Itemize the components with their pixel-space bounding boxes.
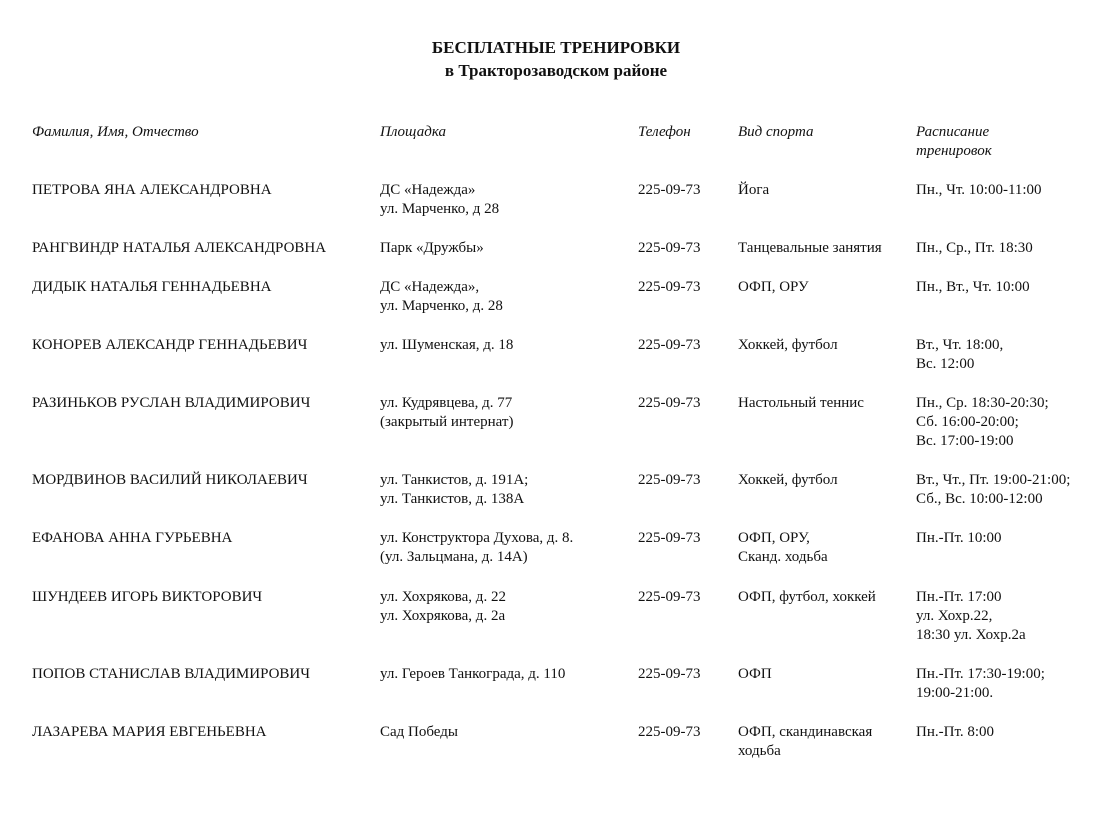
header-schedule: Расписание тренировок xyxy=(916,124,992,159)
trainer-name: ЛАЗАРЕВА МАРИЯ ЕВГЕНЬЕВНА xyxy=(32,724,267,740)
schedule: Вт., Чт., Пт. 19:00-21:00; Сб., Вс. 10:00-12:00 xyxy=(916,472,1071,507)
trainer-name: РАНГВИНДР НАТАЛЬЯ АЛЕКСАНДРОВНА xyxy=(32,240,327,256)
sport-type: Хоккей, футбол xyxy=(738,337,838,353)
trainer-name: ЕФАНОВА АННА ГУРЬЕВНА xyxy=(32,530,233,546)
trainer-name: МОРДВИНОВ ВАСИЛИЙ НИКОЛАЕВИЧ xyxy=(32,472,308,488)
sport-type: Танцевальные занятия xyxy=(738,240,882,256)
schedule: Пн.-Пт. 8:00 xyxy=(916,724,995,740)
trainer-name: КОНОРЕВ АЛЕКСАНДР ГЕННАДЬЕВИЧ xyxy=(32,337,308,353)
venue: ул. Кудрявцева, д. 77 (закрытый интернат) xyxy=(380,395,514,430)
schedule: Пн., Ср., Пт. 18:30 xyxy=(916,240,1033,256)
venue: Парк «Дружбы» xyxy=(380,240,484,256)
header-place: Площадка xyxy=(380,124,446,140)
trainer-name: ДИДЫК НАТАЛЬЯ ГЕННАДЬЕВНА xyxy=(32,279,272,295)
sport-type: ОФП, футбол, хоккей xyxy=(738,589,876,605)
phone: 225-09-73 xyxy=(638,337,701,353)
phone: 225-09-73 xyxy=(638,724,701,740)
header-phone: Телефон xyxy=(638,124,691,140)
sport-type: Йога xyxy=(738,182,770,198)
schedule: Вт., Чт. 18:00, Вс. 12:00 xyxy=(916,337,1004,372)
schedule: Пн.-Пт. 17:00 ул. Хохр.22, 18:30 ул. Хохр.2а xyxy=(916,589,1026,643)
document-subtitle: в Тракторозаводском районе xyxy=(444,61,668,80)
phone: 225-09-73 xyxy=(638,472,701,488)
phone: 225-09-73 xyxy=(638,395,701,411)
schedule: Пн.-Пт. 10:00 xyxy=(916,530,1002,546)
trainer-name: РАЗИНЬКОВ РУСЛАН ВЛАДИМИРОВИЧ xyxy=(32,395,311,411)
phone: 225-09-73 xyxy=(638,279,701,295)
venue: ул. Танкистов, д. 191А; ул. Танкистов, д. 138А xyxy=(380,472,529,507)
header-sport: Вид спорта xyxy=(738,124,814,140)
venue: ДС «Надежда» ул. Марченко, д 28 xyxy=(380,182,500,217)
trainer-name: ПЕТРОВА ЯНА АЛЕКСАНДРОВНА xyxy=(32,182,272,198)
venue: ул. Хохрякова, д. 22 ул. Хохрякова, д. 2а xyxy=(380,589,506,624)
header-name: Фамилия, Имя, Отчество xyxy=(32,124,199,140)
venue: ул. Шуменская, д. 18 xyxy=(380,337,514,353)
sport-type: ОФП, скандинавская ходьба xyxy=(738,724,873,759)
venue: ул. Героев Танкограда, д. 110 xyxy=(380,666,566,682)
schedule: Пн., Ср. 18:30-20:30; Сб. 16:00-20:00; Вс. 17:00-19:00 xyxy=(916,395,1049,449)
venue: ул. Конструктора Духова, д. 8. (ул. Зальцмана, д. 14А) xyxy=(380,530,574,565)
phone: 225-09-73 xyxy=(638,182,701,198)
venue: Сад Победы xyxy=(380,724,458,740)
document-title: БЕСПЛАТНЫЕ ТРЕНИРОВКИ xyxy=(431,38,681,57)
schedule: Пн., Чт. 10:00-11:00 xyxy=(916,182,1042,198)
phone: 225-09-73 xyxy=(638,666,701,682)
sport-type: Настольный теннис xyxy=(738,395,864,411)
schedule: Пн.-Пт. 17:30-19:00; 19:00-21:00. xyxy=(916,666,1045,701)
sport-type: ОФП, ОРУ xyxy=(738,279,809,295)
phone: 225-09-73 xyxy=(638,530,701,546)
phone: 225-09-73 xyxy=(638,240,701,256)
sport-type: ОФП, ОРУ, Сканд. ходьба xyxy=(738,530,828,565)
sport-type: Хоккей, футбол xyxy=(738,472,838,488)
trainer-name: ПОПОВ СТАНИСЛАВ ВЛАДИМИРОВИЧ xyxy=(32,666,311,682)
venue: ДС «Надежда», ул. Марченко, д. 28 xyxy=(380,279,503,314)
trainer-name: ШУНДЕЕВ ИГОРЬ ВИКТОРОВИЧ xyxy=(32,589,263,605)
phone: 225-09-73 xyxy=(638,589,701,605)
schedule: Пн., Вт., Чт. 10:00 xyxy=(916,279,1030,295)
sport-type: ОФП xyxy=(738,666,772,682)
